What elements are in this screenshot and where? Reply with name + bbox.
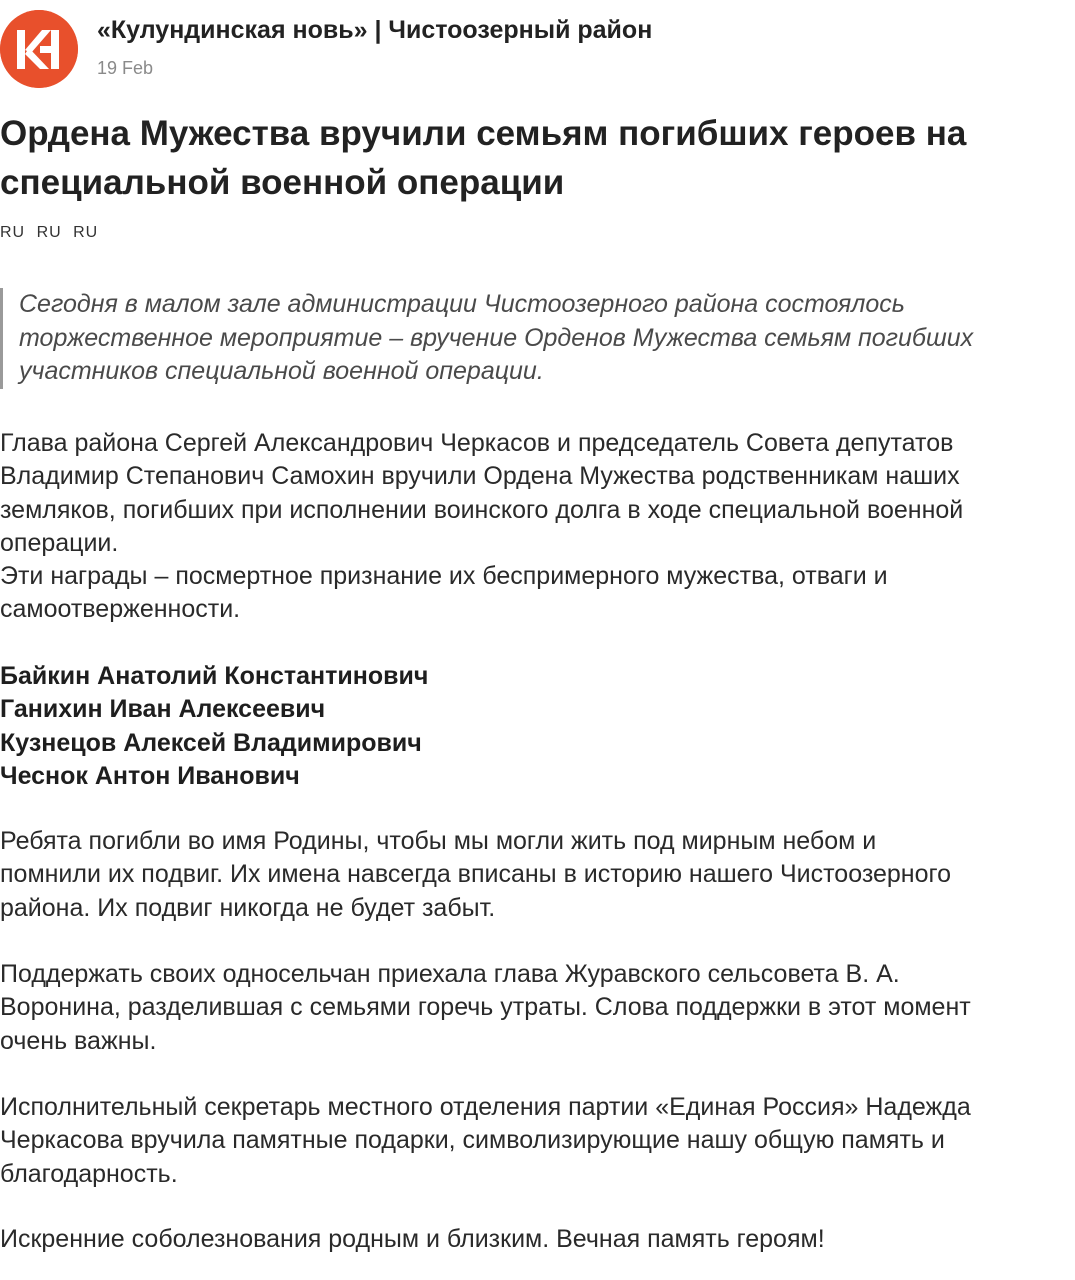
paragraph-support xyxy=(0,958,1075,1058)
paragraph-line: помнили их подвиг. Их имена навсегда вписаны в историю нашего Чистоозерного xyxy=(0,860,951,889)
article-title-line: специальной военной операции xyxy=(0,163,565,202)
hero-name: Чеснок Антон Иванович xyxy=(0,761,300,790)
language-tag: RU xyxy=(36,224,62,241)
paragraph-line: очень важны. xyxy=(0,1026,157,1055)
channel-header xyxy=(0,8,1075,90)
lead-quote-line: участников специальной военной операции. xyxy=(19,357,544,385)
paragraph-line: Глава района Сергей Александрович Черкасов и председатель Совета депутатов xyxy=(0,429,954,457)
paragraph-line: Исполнительный секретарь местного отделения партии «Единая Россия» Надежда xyxy=(0,1093,971,1121)
paragraph-line: района. Их подвиг никогда не будет забыт. xyxy=(0,893,496,922)
hero-name: Кузнецов Алексей Владимирович xyxy=(0,728,422,757)
paragraph-line: Искренние соболезнования родным и близким. Вечная память героям! xyxy=(0,1225,825,1253)
paragraph-line: земляков, погибших при исполнении воинского долга в ходе специальной военной xyxy=(0,495,964,524)
paragraph-condolences xyxy=(0,1223,1075,1256)
paragraph-line: Эти награды – посмертное признание их беспримерного мужества, отваги и xyxy=(0,562,888,591)
language-tag: RU xyxy=(73,224,99,241)
paragraph-line: самоотверженности. xyxy=(0,595,241,624)
paragraph-gifts xyxy=(0,1091,1075,1191)
article-title xyxy=(0,109,1060,207)
language-tags xyxy=(0,224,104,242)
heroes-name-list xyxy=(0,660,1075,793)
hero-name: Ганихин Иван Алексеевич xyxy=(0,695,326,724)
lead-quote-line: торжественное мероприятие – вручение Орденов Мужества семьям погибших xyxy=(19,323,974,352)
lead-quote-line: Сегодня в малом зале администрации Чистоозерного района состоялось xyxy=(19,290,905,318)
article-title-line: Ордена Мужества вручили семьям погибших героев на xyxy=(0,114,967,153)
paragraph-line: Воронина, разделившая с семьями горечь утраты. Слова поддержки в этот момент xyxy=(0,993,971,1022)
channel-name[interactable]: «Кулундинская новь» | Чистоозерный район xyxy=(97,16,653,44)
paragraph-line: Ребята погибли во имя Родины, чтобы мы могли жить под мирным небом и xyxy=(0,827,877,855)
hero-name: Байкин Анатолий Константинович xyxy=(0,662,429,690)
channel-logo-icon xyxy=(0,10,78,88)
post-date: 19 Feb xyxy=(97,58,154,78)
paragraph-line: Поддержать своих односельчан приехала глава Журавского сельсовета В. А. xyxy=(0,960,900,988)
language-tag: RU xyxy=(0,224,26,241)
paragraph-line: благодарность. xyxy=(0,1159,178,1188)
paragraph-line: Черкасова вручила памятные подарки, символизирующие нашу общую память и xyxy=(0,1126,945,1155)
paragraph-memory xyxy=(0,825,1075,925)
lead-quote xyxy=(0,288,1069,389)
paragraph-line: Владимир Степанович Самохин вручили Ордена Мужества родственникам наших xyxy=(0,462,960,491)
channel-avatar[interactable] xyxy=(0,10,78,88)
paragraph-line: операции. xyxy=(0,528,119,557)
paragraph-awarding xyxy=(0,427,1075,627)
